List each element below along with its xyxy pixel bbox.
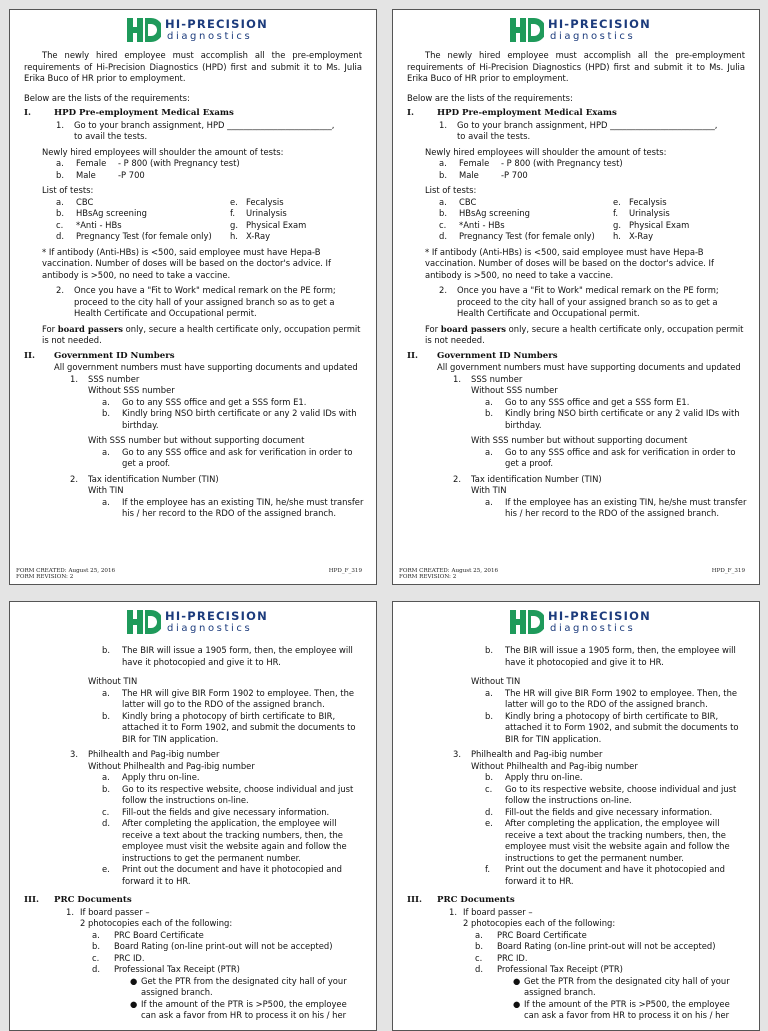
list-item: e. Print out the document and have it photocopied and forward it to HR. xyxy=(102,864,342,886)
shoulder-text: Newly hired employees will shoulder the amount of tests: xyxy=(425,146,667,157)
list-item: e. After completing the application, the employee will receive a text about the tracking numbers, then, the employee must visit the website again and follow the instructions to get the permanent number. xyxy=(485,818,730,863)
list-item: c. Go to its respective website, choose individual and just follow the instructions on-line. xyxy=(485,783,737,805)
bullet-item: ● If the amount of the PTR is >P500, the employee can ask a favor from HR to process it on his / her xyxy=(513,998,730,1020)
section-intro: All government numbers must have supporting documents and updated xyxy=(437,362,741,372)
section-heading: II. Government ID Numbers xyxy=(24,350,175,361)
sub-label: Without SSS number xyxy=(88,385,175,395)
list-item: c. PRC ID. xyxy=(92,952,145,963)
form-code: HPD_F_319 xyxy=(711,567,745,574)
list-item: b. Kindly bring a photocopy of birth certificate to BIR, attached it to Form 1902, and submit the documents to BIR for TIN application. xyxy=(485,710,739,744)
list-item: d. After completing the application, the employee will receive a text about the tracking numbers, then, the employee must visit the website again and follow the instructions to get the permanent number. xyxy=(102,818,347,863)
form-revision: FORM REVISION: 2 xyxy=(16,574,74,581)
list-item: a. The HR will give BIR Form 1902 to employee. Then, the latter will go to the RDO of the assigned branch. xyxy=(102,687,355,709)
list-item: a. If the employee has an existing TIN, he/she must transfer his / her record to the RDO of the assigned branch. xyxy=(102,496,364,518)
fee-row: a. Female - P 800 (with Pregnancy test) xyxy=(56,158,240,168)
tests-row: c. *Anti - HBs g. Physical Exam xyxy=(56,219,307,230)
fee-row: a. Female - P 800 (with Pregnancy test) xyxy=(439,158,623,168)
sub-label: Without Philhealth and Pag-ibig number xyxy=(471,760,638,771)
bullet-icon: ● xyxy=(513,975,521,986)
logo-brand: HI-PRECISION xyxy=(165,17,268,31)
list-item: 2. Tax identification Number (TIN) xyxy=(70,473,219,484)
hpd-logo-icon xyxy=(510,608,544,636)
section-intro: All government numbers must have supporting documents and updated xyxy=(54,362,358,372)
list-item: 2. Tax identification Number (TIN) xyxy=(453,473,602,484)
list-item: b. Board Rating (on-line print-out will not be accepted) xyxy=(92,941,333,951)
section-heading: III. PRC Documents xyxy=(407,895,515,905)
page-body xyxy=(393,50,759,520)
list-item-continued: to avail the tests. xyxy=(74,131,148,141)
list-item: d. Fill-out the fields and give necessary information. xyxy=(485,806,713,817)
tests-row: b. HBsAg screening f. Urinalysis xyxy=(56,208,287,218)
intro-paragraph: The newly hired employee must accomplish all the pre-employment requirements of Hi-Precision Diagnostics (HPD) first and submit it to Ms. Julia Erika Buco of HR prior to employment. xyxy=(407,50,745,83)
lists-intro: Below are the lists of the requirements: xyxy=(24,92,190,103)
logo-brand: HI-PRECISION xyxy=(548,17,651,31)
form-created: FORM CREATED: August 25, 2016 xyxy=(399,567,499,574)
tests-title: List of tests: xyxy=(425,185,477,195)
sub-label: With TIN xyxy=(471,485,507,495)
sub-label: With TIN xyxy=(88,485,124,495)
tests-row: b. HBsAg screening f. Urinalysis xyxy=(439,208,670,218)
list-item: 1. If board passer – xyxy=(449,906,533,917)
intro-paragraph: The newly hired employee must accomplish all the pre-employment requirements of Hi-Precision Diagnostics (HPD) first and submit it to Ms. Julia Erika Buco of HR prior to employment. xyxy=(24,50,362,83)
list-item: b. Kindly bring a photocopy of birth certificate to BIR, attached it to Form 1902, and submit the documents to BIR for TIN application. xyxy=(102,710,356,744)
board-passer-note: For board passers only, secure a health certificate only, occupation permit is not needed. xyxy=(425,323,744,345)
list-item: a. PRC Board Certificate xyxy=(475,929,587,940)
sub-label: Without TIN xyxy=(471,676,521,686)
hpd-logo xyxy=(127,15,277,45)
list-item: a. If the employee has an existing TIN, he/she must transfer his / her record to the RDO of the assigned branch. xyxy=(485,496,747,518)
list-item: 1. SSS number xyxy=(453,373,523,384)
page-body xyxy=(10,50,376,520)
bullet-icon: ● xyxy=(130,998,138,1009)
page-body xyxy=(393,645,759,1022)
list-item: 1. SSS number xyxy=(70,373,140,384)
sub-label: With SSS number but without supporting document xyxy=(88,435,305,445)
hpd-logo xyxy=(510,607,660,637)
list-item: 1. Go to your branch assignment, HPD _________________________, xyxy=(439,119,718,130)
list-item: d. Professional Tax Receipt (PTR) xyxy=(92,964,240,974)
list-item: f. Print out the document and have it photocopied and forward it to HR. xyxy=(485,864,725,886)
document-page-2-copy xyxy=(392,601,760,1031)
list-item: b. Apply thru on-line. xyxy=(485,772,583,782)
sub-label: Without Philhealth and Pag-ibig number xyxy=(88,760,255,771)
list-item: a. Go to any SSS office and get a SSS form E1. xyxy=(485,396,690,407)
hpd-logo-icon xyxy=(510,16,544,44)
form-created: FORM CREATED: August 25, 2016 xyxy=(16,567,116,574)
tests-row: a. CBC e. Fecalysis xyxy=(56,196,284,207)
list-item: a. Go to any SSS office and get a SSS form E1. xyxy=(102,396,307,407)
list-item: b. Kindly bring NSO birth certificate or any 2 valid IDs with birthday. xyxy=(102,408,357,430)
list-item: 3. Philhealth and Pag-ibig number xyxy=(453,749,603,759)
list-item: 2. Once you have a "Fit to Work" medical remark on the PE form; proceed to the city hall of your assigned branch so as to get a Health Certificate and Occupational permit. xyxy=(439,285,719,318)
list-item: d. Professional Tax Receipt (PTR) xyxy=(475,964,623,974)
logo-subtitle: diagnostics xyxy=(167,31,253,42)
tests-row: c. *Anti - HBs g. Physical Exam xyxy=(439,219,690,230)
tests-title: List of tests: xyxy=(42,185,94,195)
list-item: 1. Go to your branch assignment, HPD _________________________, xyxy=(56,119,335,130)
list-item: 3. Philhealth and Pag-ibig number xyxy=(70,749,220,759)
form-footer xyxy=(16,568,370,581)
list-item: a. Go to any SSS office and ask for verification in order to get a proof. xyxy=(485,446,736,468)
list-item: b. Kindly bring NSO birth certificate or any 2 valid IDs with birthday. xyxy=(485,408,740,430)
shoulder-text: Newly hired employees will shoulder the amount of tests: xyxy=(42,146,284,157)
section-heading: II. Government ID Numbers xyxy=(407,350,558,361)
bullet-icon: ● xyxy=(513,998,521,1009)
list-item: b. Go to its respective website, choose individual and just follow the instructions on-line. xyxy=(102,783,354,805)
logo-subtitle: diagnostics xyxy=(167,623,253,634)
hpd-logo xyxy=(127,607,277,637)
page-body xyxy=(10,645,376,1022)
list-item: a. The HR will give BIR Form 1902 to employee. Then, the latter will go to the RDO of the assigned branch. xyxy=(485,687,738,709)
list-item: a. Apply thru on-line. xyxy=(102,772,200,782)
form-code: HPD_F_319 xyxy=(328,567,362,574)
list-item: c. PRC ID. xyxy=(475,952,528,963)
logo-subtitle: diagnostics xyxy=(550,623,636,634)
section-heading: I. HPD Pre-employment Medical Exams xyxy=(24,108,234,118)
antibody-note: * If antibody (Anti-HBs) is <500, said employee must have Hepa-B vaccination. Number of doses will be based on the doctor's advice. If antibody is >500, no need to take a vaccine. xyxy=(425,246,714,280)
antibody-note: * If antibody (Anti-HBs) is <500, said employee must have Hepa-B vaccination. Number of doses will be based on the doctor's advice. If antibody is >500, no need to take a vaccine. xyxy=(42,246,331,280)
list-item: c. Fill-out the fields and give necessary information. xyxy=(102,806,330,817)
list-item: a. PRC Board Certificate xyxy=(92,929,204,940)
sub-label: Without SSS number xyxy=(471,385,558,395)
list-item: b. Board Rating (on-line print-out will not be accepted) xyxy=(475,941,716,951)
lists-intro: Below are the lists of the requirements: xyxy=(407,92,573,103)
bullet-item: ● Get the PTR from the designated city hall of your assigned branch. xyxy=(130,975,347,997)
section-heading: I. HPD Pre-employment Medical Exams xyxy=(407,108,617,118)
list-item-continued: to avail the tests. xyxy=(457,131,531,141)
logo-brand: HI-PRECISION xyxy=(165,609,268,623)
fee-row: b. Male -P 700 xyxy=(56,169,145,180)
document-page-1-copy xyxy=(392,9,760,585)
bullet-item: ● If the amount of the PTR is >P500, the employee can ask a favor from HR to process it on his / her xyxy=(130,998,347,1020)
sub-label: Without TIN xyxy=(88,676,138,686)
bullet-icon: ● xyxy=(130,975,138,986)
tests-row: a. CBC e. Fecalysis xyxy=(439,196,667,207)
list-item: a. Go to any SSS office and ask for verification in order to get a proof. xyxy=(102,446,353,468)
logo-subtitle: diagnostics xyxy=(550,31,636,42)
sub-label: 2 photocopies each of the following: xyxy=(463,918,616,928)
sub-label: 2 photocopies each of the following: xyxy=(80,918,233,928)
form-revision: FORM REVISION: 2 xyxy=(399,574,457,581)
tests-row: d. Pregnancy Test (for female only) h. X-Ray xyxy=(439,231,654,241)
section-heading: III. PRC Documents xyxy=(24,895,132,905)
tests-row: d. Pregnancy Test (for female only) h. X-Ray xyxy=(56,231,271,241)
logo-brand: HI-PRECISION xyxy=(548,609,651,623)
list-item: 2. Once you have a "Fit to Work" medical remark on the PE form; proceed to the city hall of your assigned branch so as to get a Health Certificate and Occupational permit. xyxy=(56,285,336,318)
list-item: 1. If board passer – xyxy=(66,906,150,917)
document-page-2 xyxy=(9,601,377,1031)
hpd-logo xyxy=(510,15,660,45)
form-footer xyxy=(399,568,753,581)
board-passer-note: For board passers only, secure a health certificate only, occupation permit is not needed. xyxy=(42,323,361,345)
hpd-logo-icon xyxy=(127,16,161,44)
document-page-1 xyxy=(9,9,377,585)
list-item: b. The BIR will issue a 1905 form, then, the employee will have it photocopied and give it to HR. xyxy=(485,645,736,667)
hpd-logo-icon xyxy=(127,608,161,636)
bullet-item: ● Get the PTR from the designated city hall of your assigned branch. xyxy=(513,975,730,997)
list-item: b. The BIR will issue a 1905 form, then, the employee will have it photocopied and give it to HR. xyxy=(102,645,353,667)
fee-row: b. Male -P 700 xyxy=(439,169,528,180)
sub-label: With SSS number but without supporting document xyxy=(471,435,688,445)
